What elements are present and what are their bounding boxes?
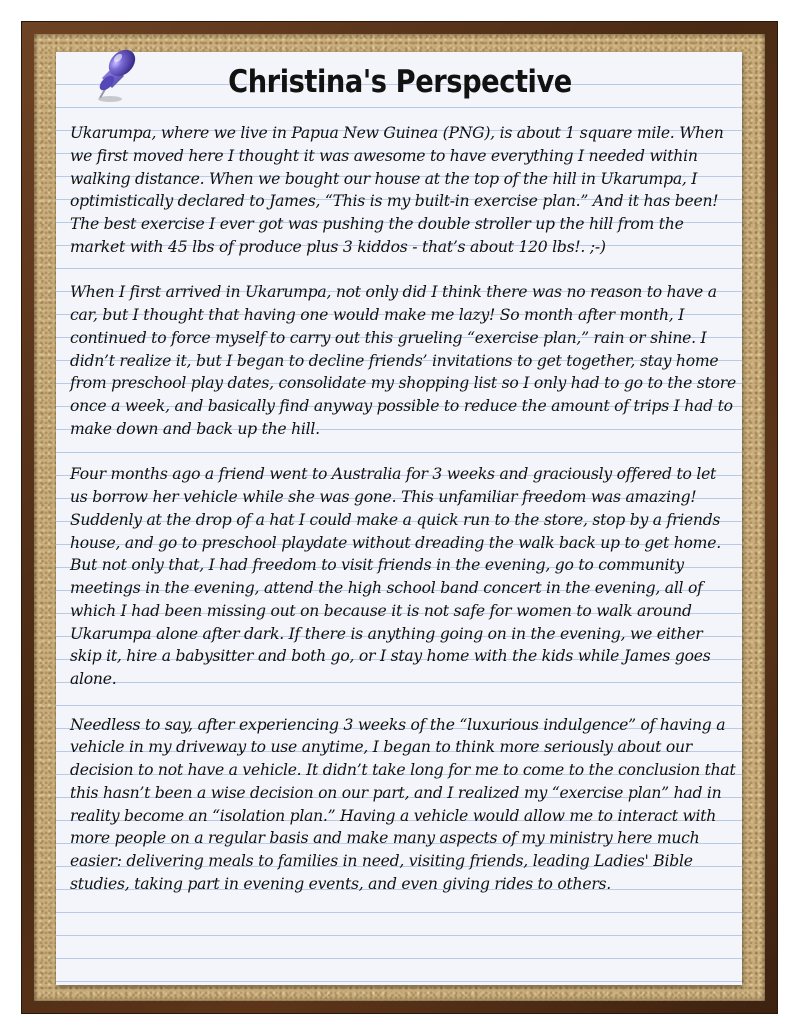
paragraph: Ukarumpa, where we live in Papua New Guinea (PNG), is about 1 square mile. When we first moved here I thought it was awesome to have everything I needed within walking distance. When we bought our house at the top of the hill in Ukarumpa, I optimistically declared to James, “This is my built-in exercise plan.” And it has been! The best exercise I ever got was pushing the double stroller up the hill from the market with 45 lbs of produce plus 3 kiddos - that’s about 120 lbs!. ;-) [70,124,724,256]
paragraph: Needless to say, after experiencing 3 weeks of the “luxurious indulgence” of having a vehicle in my driveway to use anytime, I began to think more seriously about our decision to not have a vehicle. It didn’t take long for me to come to the conclusion that this hasn’t been a wise decision on our part, and I realized my “exercise plan” had in reality become an “isolation plan.” Having a vehicle would allow me to interact with more people on a regular basis and make many aspects of my ministry here much easier: delivering meals to families in need, visiting friends, leading Ladies' Bible studies, taking part in evening events, and even giving rides to others. [70,715,736,893]
paragraph: When I first arrived in Ukarumpa, not only did I think there was no reason to have a car, but I thought that having one would make me lazy! So month after month, I continued to force myself to carry out this grueling “exercise plan,” rain or shine. I didn’t realize it, but I began to decline friends’ invitations to get together, stay home from preschool play dates, consolidate my shopping list so I only had to go to the store once a week, and basically find anyway possible to reduce the amount of trips I had to make down and back up the hill. [70,283,736,438]
article-body [70,122,736,918]
push-pin-icon [88,44,144,106]
paragraph: Four months ago a friend went to Australia for 3 weeks and graciously offered to let us borrow her vehicle while she was gone. This unfamiliar freedom was amazing! Suddenly at the drop of a hat I could make a quick run to the store, stop by a friends house, and go to preschool playdate without dreading the walk back up to get home. But not only that, I had freedom to visit friends in the evening, go to community meetings in the evening, attend the high school band concert in the evening, all of which I had been missing out on because it is not safe for women to walk around Ukarumpa alone after dark. If there is anything going on in the evening, we either skip it, hire a babysitter and both go, or I stay home with the kids while James goes alone. [70,465,721,688]
page-title: Christina's Perspective [228,64,572,100]
